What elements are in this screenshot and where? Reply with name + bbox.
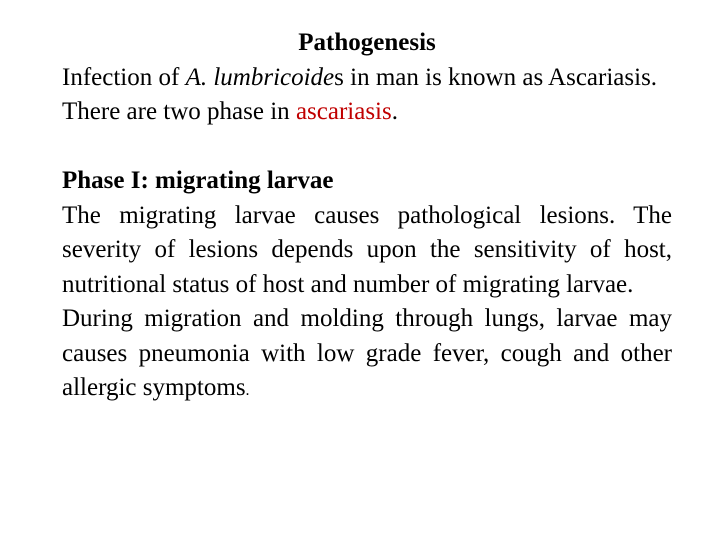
blank-line — [62, 130, 672, 165]
highlighted-term: ascariasis — [295, 98, 392, 125]
intro-paragraph — [62, 61, 672, 130]
intro-end: . — [391, 98, 398, 125]
intro-suffix: s in man is known as Ascariasis. There are two phase in — [62, 63, 658, 125]
slide-content — [62, 26, 672, 409]
phase1-paragraph-2-end: . — [245, 382, 250, 399]
phase1-paragraph-1: The migrating larvae causes pathological lesions. The severity of lesions depends upon the sensitivity of host, nutritional status of host and number of migrating larvae. — [62, 201, 672, 298]
phase1-paragraph-2 — [62, 302, 672, 409]
species-name: A. lumbricoide — [185, 63, 335, 91]
phase1-heading: Phase I: migrating larvae — [62, 167, 334, 194]
intro-prefix: Infection of — [62, 63, 186, 91]
slide-title: Pathogenesis — [298, 29, 436, 56]
phase1-paragraph-2-text: During migration and molding through lungs, larvae may causes pneumonia with low grade fever, cough and other allergic symptoms — [62, 305, 672, 401]
